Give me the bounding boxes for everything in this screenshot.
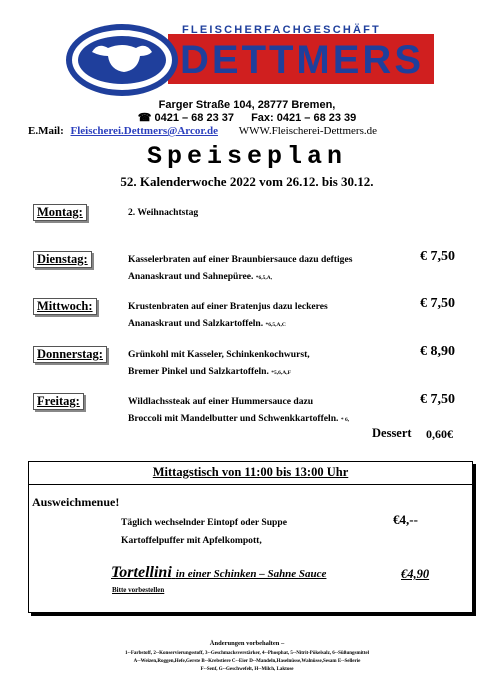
footer-line-3: F--Senf, G--Geschwefelt, H--Milch, Laktose xyxy=(200,667,294,672)
day-label-friday: Freitag: xyxy=(33,393,84,410)
dish-line: Ananaskraut und Sahnepüree. xyxy=(128,271,254,282)
dish-line: Krustenbraten auf einer Bratenjus dazu leckeres xyxy=(128,301,328,312)
day-label-monday: Montag: xyxy=(33,204,87,221)
dish-thursday xyxy=(128,346,420,382)
dish-line: Grünkohl mit Kasseler, Schinkenkochwurst, xyxy=(128,349,310,360)
allergens: *6,5,A, xyxy=(255,275,273,281)
week-subtitle: 52. Kalenderwoche 2022 vom 26.12. bis 30.12. xyxy=(120,174,374,189)
email-link[interactable]: Fleischerei.Dettmers@Arcor.de xyxy=(70,125,218,137)
dish-line: Bremer Pinkel und Salzkartoffeln. xyxy=(128,366,269,377)
special-dish xyxy=(111,564,326,582)
day-label-thursday: Donnerstag: xyxy=(33,346,107,363)
alt-menu-price: €4,-- xyxy=(393,512,418,527)
footer-line-2: A--Weizen,Roggen,Hefe,Gerste B--Krebstiere C--Eier D--Mandeln,Haselnüsse,Walnüsse,Sesam E--Sellerie xyxy=(133,659,361,664)
day-label-wednesday: Mittwoch: xyxy=(33,298,97,315)
dessert-price: 0,60€ xyxy=(426,427,453,441)
lunch-box xyxy=(28,461,473,613)
dish-line: Broccoli mit Mandelbutter und Schwenkkartoffeln. xyxy=(128,413,339,424)
divider xyxy=(29,484,472,485)
dessert-label: Dessert xyxy=(372,426,412,440)
logo-subtitle: FLEISCHERFACHGESCHÄFT xyxy=(182,24,381,36)
price-wednesday: € 7,50 xyxy=(420,296,455,311)
alt-menu-title: Ausweichmenue! xyxy=(32,495,120,509)
phone-icon: ☎ xyxy=(137,112,155,124)
footer-line-1: 1--Farbstoff, 2--Konservierungsstoff, 3--Geschmacksverstärker, 4--Phosphat, 5--Nitrit-Pökelsalz, 6--Süßungsmittel xyxy=(125,651,369,656)
footer-title: Änderungen vorbehalten – xyxy=(209,640,285,647)
special-note: Bitte vorbestellen xyxy=(112,586,165,594)
dish-monday xyxy=(128,204,420,221)
allergens: *6,5,A,C xyxy=(265,322,286,328)
price-friday: € 7,50 xyxy=(420,392,455,407)
website-text: WWW.Fleischerei-Dettmers.de xyxy=(238,125,377,137)
page-title: Speiseplan xyxy=(146,142,348,171)
dish-line: 2. Weihnachtstag xyxy=(128,207,199,218)
list-item: Kartoffelpuffer mit Apfelkompott, xyxy=(121,535,262,546)
special-price: €4,90 xyxy=(401,567,430,581)
dettmers-logo xyxy=(64,22,434,98)
day-label-tuesday: Dienstag: xyxy=(33,251,92,268)
dish-line: Wildlachssteak auf einer Hummersauce dazu xyxy=(128,396,314,407)
dish-line: Ananaskraut und Salzkartoffeln. xyxy=(128,318,264,329)
logo-name: DETTMERS xyxy=(180,38,424,82)
dish-wednesday xyxy=(128,298,420,334)
special-name: Tortellini xyxy=(111,564,172,581)
allergens: * 6, xyxy=(340,417,350,423)
lunch-title: Mittagstisch von 11:00 bis 13:00 Uhr xyxy=(152,465,349,479)
special-desc: in einer Schinken – Sahne Sauce xyxy=(175,568,327,580)
address-street: Farger Straße 104, 28777 Bremen, xyxy=(158,99,336,111)
price-tuesday: € 7,50 xyxy=(420,249,455,264)
contact-line xyxy=(28,125,377,137)
phone-number: 0421 – 68 23 37 xyxy=(154,112,235,124)
alt-menu-items xyxy=(121,514,287,550)
dish-line: Kasselerbraten auf einer Braunbiersauce dazu deftiges xyxy=(128,254,353,265)
allergens: *5,6,A,F xyxy=(271,370,292,376)
list-item: Täglich wechselnder Eintopf oder Suppe xyxy=(121,517,287,528)
price-thursday: € 8,90 xyxy=(420,344,455,359)
dish-tuesday xyxy=(128,251,420,287)
phone-fax-line xyxy=(0,111,494,124)
dish-friday xyxy=(128,393,428,429)
email-label: E.Mail: xyxy=(28,125,64,137)
fax-number: Fax: 0421 – 68 23 39 xyxy=(251,112,357,124)
